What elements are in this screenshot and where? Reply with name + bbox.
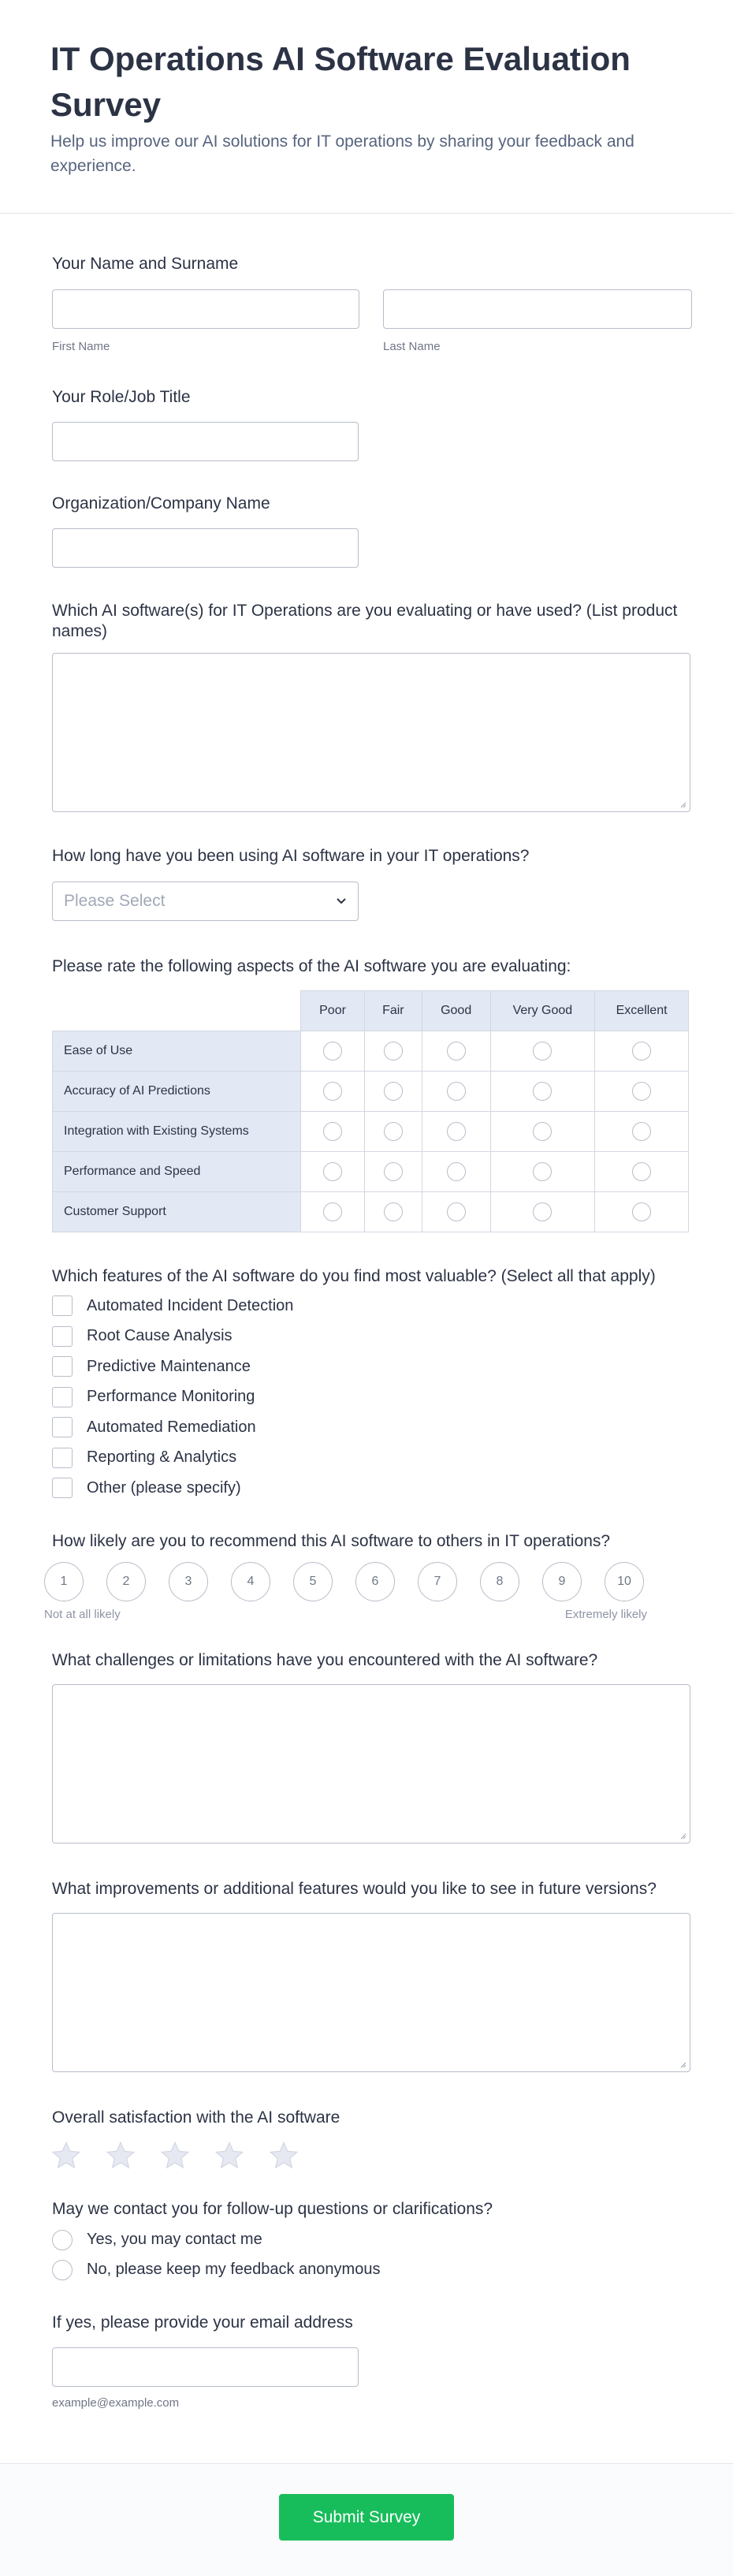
matrix-corner bbox=[53, 991, 301, 1031]
email-input[interactable] bbox=[52, 2347, 359, 2387]
challenges-textarea[interactable] bbox=[52, 1684, 690, 1843]
matrix-radio[interactable] bbox=[447, 1122, 466, 1141]
software-label: Which AI software(s) for IT Operations are you evaluating or have used? (List product names) bbox=[52, 602, 678, 640]
contact-radio[interactable] bbox=[52, 2230, 73, 2250]
role-input[interactable] bbox=[52, 422, 359, 461]
star-rating bbox=[50, 2140, 689, 2172]
scale-option-3[interactable]: 3 bbox=[169, 1562, 208, 1601]
duration-select[interactable] bbox=[52, 882, 359, 921]
star-icon[interactable] bbox=[159, 2140, 191, 2172]
feature-checkbox[interactable] bbox=[52, 1356, 73, 1377]
matrix-col-fair: Fair bbox=[364, 991, 422, 1031]
matrix-row bbox=[53, 1072, 689, 1112]
matrix-radio[interactable] bbox=[533, 1082, 552, 1101]
email-sublabel: example@example.com bbox=[52, 2395, 180, 2410]
matrix-radio[interactable] bbox=[323, 1122, 342, 1141]
contact-option-yes[interactable] bbox=[52, 2225, 689, 2255]
matrix-radio[interactable] bbox=[533, 1162, 552, 1181]
challenges-label: What challenges or limitations have you encountered with the AI software? bbox=[52, 1650, 598, 1669]
feature-option[interactable] bbox=[52, 1412, 689, 1443]
contact-option-label: No, please keep my feedback anonymous bbox=[87, 2261, 381, 2278]
scale-option-5[interactable]: 5 bbox=[293, 1562, 333, 1601]
page-subtitle: Help us improve our AI solutions for IT operations by sharing your feedback and experience. bbox=[50, 132, 634, 175]
chevron-down-icon bbox=[336, 897, 347, 905]
role-label: Your Role/Job Title bbox=[52, 388, 191, 406]
scale-option-2[interactable]: 2 bbox=[106, 1562, 146, 1601]
matrix-radio[interactable] bbox=[533, 1202, 552, 1221]
last-name-sublabel: Last Name bbox=[383, 340, 441, 353]
feature-option[interactable] bbox=[52, 1382, 689, 1413]
contact-option-label: Yes, you may contact me bbox=[87, 2231, 262, 2248]
scale-option-6[interactable]: 6 bbox=[355, 1562, 395, 1601]
recommend-question bbox=[44, 1530, 689, 1621]
feature-option-label: Predictive Maintenance bbox=[87, 1357, 251, 1375]
matrix-radio[interactable] bbox=[533, 1122, 552, 1141]
matrix-row bbox=[53, 1192, 689, 1232]
feature-option[interactable] bbox=[52, 1473, 689, 1504]
improvements-question bbox=[52, 1878, 689, 2072]
matrix-header-row bbox=[53, 991, 689, 1031]
feature-checkbox[interactable] bbox=[52, 1326, 73, 1347]
resize-handle-icon[interactable] bbox=[679, 1832, 686, 1840]
scale-option-8[interactable]: 8 bbox=[480, 1562, 519, 1601]
features-label: Which features of the AI software do you find most valuable? (Select all that apply) bbox=[52, 1267, 656, 1285]
satisfaction-label: Overall satisfaction with the AI software bbox=[52, 2108, 340, 2127]
contact-options bbox=[52, 2225, 689, 2285]
matrix-radio[interactable] bbox=[632, 1162, 651, 1181]
scale-option-1[interactable]: 1 bbox=[44, 1562, 84, 1601]
scale-option-7[interactable]: 7 bbox=[418, 1562, 457, 1601]
submit-button[interactable]: Submit Survey bbox=[279, 2494, 454, 2541]
matrix-radio[interactable] bbox=[632, 1202, 651, 1221]
feature-option-label: Root Cause Analysis bbox=[87, 1327, 233, 1345]
rating-label: Please rate the following aspects of the AI software you are evaluating: bbox=[52, 957, 571, 975]
organization-question bbox=[52, 493, 689, 568]
scale-labels bbox=[44, 1608, 647, 1621]
matrix-radio[interactable] bbox=[384, 1202, 403, 1221]
feature-option[interactable] bbox=[52, 1322, 689, 1352]
matrix-radio[interactable] bbox=[447, 1202, 466, 1221]
feature-option-label: Automated Remediation bbox=[87, 1418, 256, 1436]
matrix-radio[interactable] bbox=[384, 1162, 403, 1181]
feature-option[interactable] bbox=[52, 1443, 689, 1474]
features-options bbox=[52, 1291, 689, 1504]
contact-option-no[interactable] bbox=[52, 2255, 689, 2285]
recommend-scale bbox=[44, 1562, 689, 1601]
recommend-label: How likely are you to recommend this AI software to others in IT operations? bbox=[52, 1531, 611, 1550]
resize-handle-icon[interactable] bbox=[679, 800, 686, 808]
duration-question bbox=[52, 845, 689, 921]
duration-label: How long have you been using AI software in your IT operations? bbox=[52, 847, 530, 865]
matrix-radio[interactable] bbox=[384, 1082, 403, 1101]
feature-checkbox[interactable] bbox=[52, 1417, 73, 1437]
rating-matrix bbox=[52, 990, 689, 1232]
name-question bbox=[52, 253, 689, 353]
matrix-radio[interactable] bbox=[632, 1122, 651, 1141]
email-question bbox=[52, 2312, 689, 2410]
form-header bbox=[0, 0, 733, 214]
matrix-radio[interactable] bbox=[533, 1042, 552, 1061]
improvements-label: What improvements or additional features would you like to see in future versions? bbox=[52, 1879, 657, 1898]
feature-option-label: Automated Incident Detection bbox=[87, 1296, 294, 1314]
resize-handle-icon[interactable] bbox=[679, 2060, 686, 2068]
feature-checkbox[interactable] bbox=[52, 1295, 73, 1316]
feature-option-label: Other (please specify) bbox=[87, 1478, 241, 1497]
feature-checkbox[interactable] bbox=[52, 1448, 73, 1468]
feature-option[interactable] bbox=[52, 1351, 689, 1382]
first-name-sublabel: First Name bbox=[52, 340, 110, 353]
scale-option-10[interactable]: 10 bbox=[605, 1562, 644, 1601]
matrix-radio[interactable] bbox=[632, 1082, 651, 1101]
satisfaction-question bbox=[52, 2107, 689, 2172]
matrix-radio[interactable] bbox=[447, 1042, 466, 1061]
first-name-input[interactable] bbox=[52, 289, 359, 329]
matrix-row bbox=[53, 1112, 689, 1152]
contact-label: May we contact you for follow-up questions or clarifications? bbox=[52, 2199, 493, 2218]
matrix-col-very-good: Very Good bbox=[490, 991, 595, 1031]
rating-question bbox=[52, 956, 689, 1232]
scale-low-label: Not at all likely bbox=[44, 1607, 121, 1621]
feature-option-label: Performance Monitoring bbox=[87, 1388, 255, 1406]
matrix-row-label: Integration with Existing Systems bbox=[53, 1112, 301, 1152]
matrix-row-label: Ease of Use bbox=[53, 1031, 301, 1072]
matrix-radio[interactable] bbox=[384, 1122, 403, 1141]
feature-option-label: Reporting & Analytics bbox=[87, 1448, 237, 1467]
matrix-col-poor: Poor bbox=[301, 991, 365, 1031]
matrix-row-label: Customer Support bbox=[53, 1192, 301, 1232]
feature-checkbox[interactable] bbox=[52, 1387, 73, 1407]
scale-option-9[interactable]: 9 bbox=[542, 1562, 582, 1601]
matrix-row bbox=[53, 1152, 689, 1192]
matrix-radio[interactable] bbox=[447, 1162, 466, 1181]
star-icon[interactable] bbox=[268, 2140, 300, 2172]
matrix-radio[interactable] bbox=[323, 1162, 342, 1181]
matrix-row-label: Accuracy of AI Predictions bbox=[53, 1072, 301, 1112]
challenges-question bbox=[52, 1650, 689, 1843]
star-icon[interactable] bbox=[214, 2140, 245, 2172]
scale-option-4[interactable]: 4 bbox=[231, 1562, 270, 1601]
star-icon[interactable] bbox=[50, 2140, 82, 2172]
features-question bbox=[52, 1266, 689, 1504]
matrix-radio[interactable] bbox=[632, 1042, 651, 1061]
duration-select-placeholder: Please Select bbox=[64, 892, 166, 910]
matrix-radio[interactable] bbox=[384, 1042, 403, 1061]
matrix-row bbox=[53, 1031, 689, 1072]
form-footer bbox=[0, 2463, 733, 2576]
contact-radio[interactable] bbox=[52, 2260, 73, 2280]
name-label: Your Name and Surname bbox=[52, 255, 239, 273]
role-question bbox=[52, 386, 689, 461]
matrix-col-good: Good bbox=[422, 991, 490, 1031]
matrix-radio[interactable] bbox=[323, 1082, 342, 1101]
matrix-radio[interactable] bbox=[323, 1202, 342, 1221]
contact-question bbox=[52, 2198, 689, 2285]
survey-form bbox=[0, 253, 733, 2410]
software-question bbox=[52, 601, 689, 812]
scale-high-label: Extremely likely bbox=[564, 1607, 647, 1621]
improvements-textarea[interactable] bbox=[52, 1913, 690, 2072]
matrix-radio[interactable] bbox=[447, 1082, 466, 1101]
feature-option[interactable] bbox=[52, 1291, 689, 1322]
feature-checkbox[interactable] bbox=[52, 1478, 73, 1498]
email-label: If yes, please provide your email address bbox=[52, 2313, 353, 2332]
last-name-input[interactable] bbox=[383, 289, 692, 329]
software-textarea[interactable] bbox=[52, 653, 690, 812]
page-title: IT Operations AI Software Evaluation Survey bbox=[50, 40, 631, 123]
matrix-radio[interactable] bbox=[323, 1042, 342, 1061]
organization-input[interactable] bbox=[52, 528, 359, 568]
matrix-col-excellent: Excellent bbox=[595, 991, 689, 1031]
matrix-row-label: Performance and Speed bbox=[53, 1152, 301, 1192]
star-icon[interactable] bbox=[105, 2140, 136, 2172]
organization-label: Organization/Company Name bbox=[52, 494, 270, 513]
